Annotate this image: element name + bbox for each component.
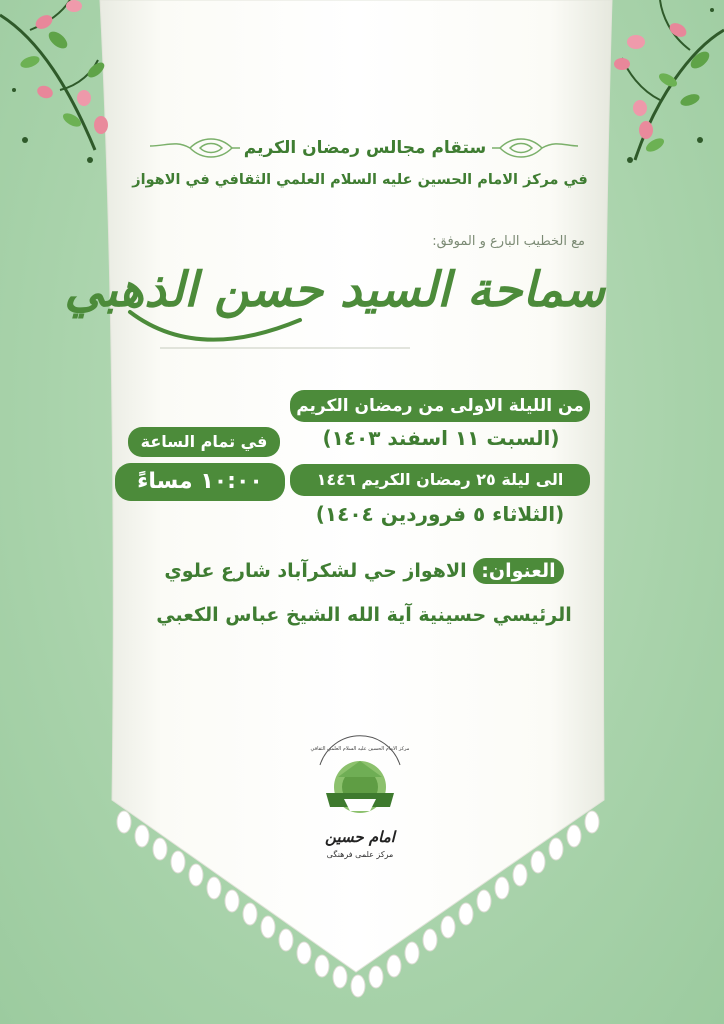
- speaker-name: السيد حسن الذهبي: [64, 262, 451, 318]
- logo-arc-text: مركز الامام الحسين عليه السلام العلمي الثقافي: [310, 746, 410, 752]
- speaker-intro: مع الخطيب البارع و الموفق:: [432, 234, 585, 249]
- schedule-to-label: الى ليلة ٢٥ رمضان الكريم ١٤٤٦: [290, 464, 590, 496]
- address-street: الاهواز حي لشكرآباد شارع علوي: [164, 560, 467, 582]
- floral-branch-right-icon: [614, 0, 724, 163]
- speaker-prefix: سماحة: [467, 262, 605, 318]
- time-label: في تمام الساعة: [128, 427, 280, 457]
- address-line2: الرئيسي حسينية آية الله الشيخ عباس الكعبي: [156, 604, 572, 626]
- floral-branch-left-icon: [0, 0, 108, 163]
- logo-subtitle: مرکز علمی فرهنگی: [326, 850, 394, 859]
- schedule-from-label: من الليلة الاولى من رمضان الكريم: [290, 390, 590, 422]
- address-label: العنوان:: [473, 558, 563, 584]
- address-line1: [120, 560, 608, 582]
- speaker-title: [64, 262, 605, 318]
- time-value: ١٠:٠٠ مساءً: [115, 463, 285, 501]
- schedule-from-date: (السبت ١١ اسفند ١٤٠٣): [322, 426, 560, 450]
- header-title: ستقام مجالس رمضان الكريم: [243, 138, 487, 158]
- schedule-to-date: (الثلاثاء ٥ فروردين ١٤٠٤): [315, 502, 565, 526]
- header-subtitle: في مركز الامام الحسين عليه السلام العلمي الثقافي في الاهواز: [132, 172, 588, 188]
- logo-name: امام حسین: [325, 828, 395, 846]
